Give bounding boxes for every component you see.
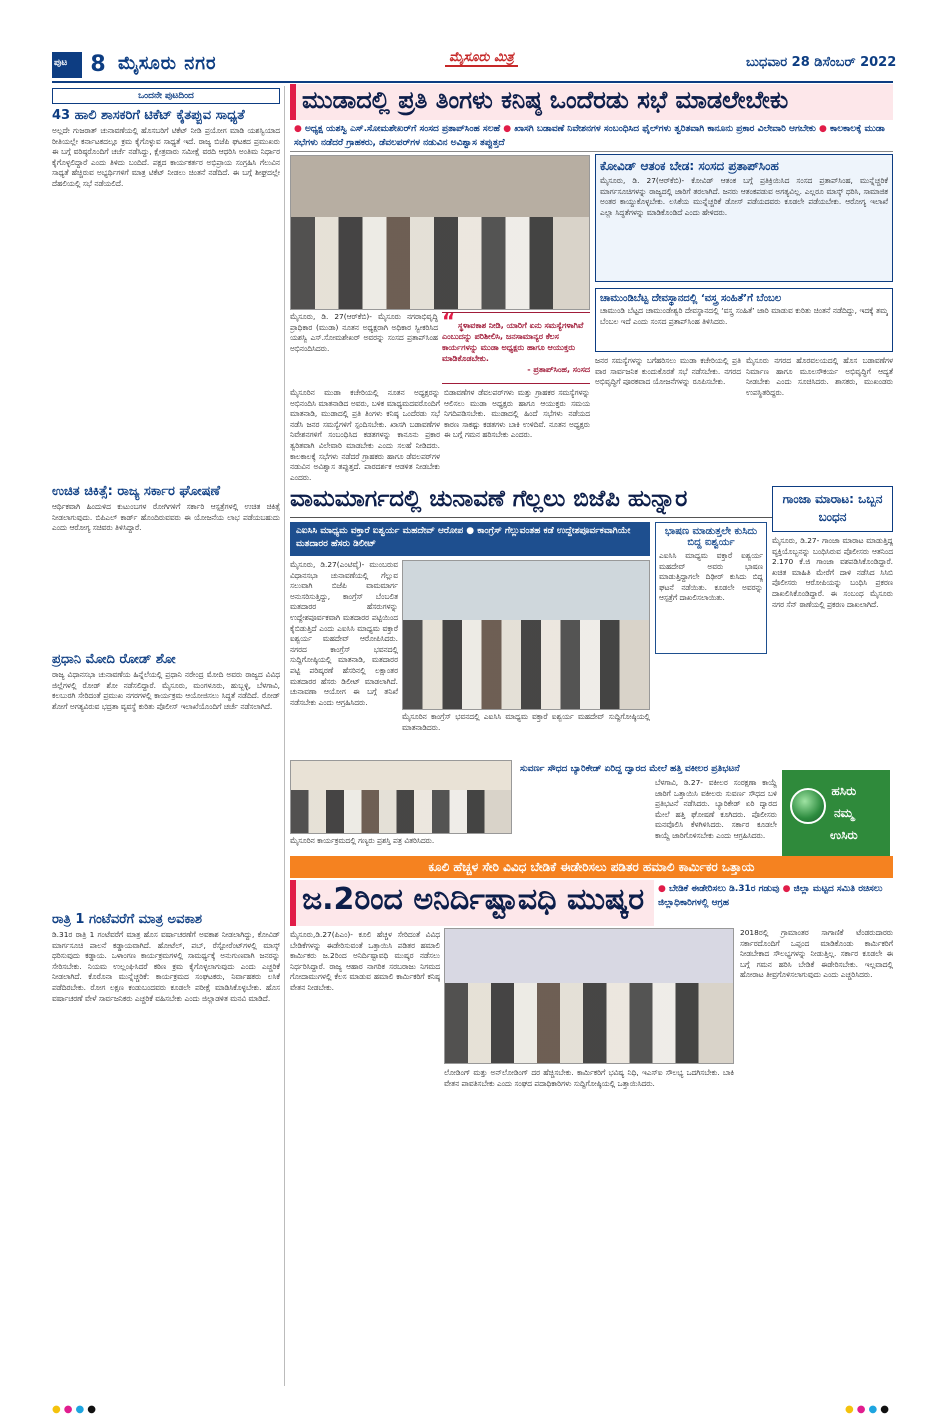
vidhana-story bbox=[655, 658, 767, 766]
banner-line-1: ಹಸಿರು bbox=[831, 784, 857, 798]
box-body: ಮೈಸೂರು, ಡಿ. 27(ಆರ್‌ಕೆಬಿ)- ಕೋವಿಡ್ ಆತಂಕ ಬಗ್ಗೆ ಪ್ರತಿಕ್ರಿಯಿಸಿದ ಸಂಸದ ಪ್ರತಾಪ್‌ಸಿಂಹ, ಮುನ್ನೆಚ್ಚರಿಕೆ ಮಾರ್ಗಸೂಚಿಗಳನ್ನು ರಾಜ್ಯದಲ್ಲಿ ಜಾರಿಗೆ ತರಲಾಗಿದೆ. ಜನರು ಆತಂಕಪಡುವ ಅಗತ್ಯವಿಲ್ಲ. ಎಲ್ಲರೂ ಮಾಸ್ಕ್ ಧರಿಸಿ, ಸಾಮಾಜಿಕ ಅಂತರ ಕಾಯ್ದುಕೊಳ್ಳಬೇಕು. ಲಸಿಕೆಯ ಮುನ್ನೆಚ್ಚರಿಕೆ ಡೋಸ್ ಪಡೆಯದವರು ಕೂಡಲೇ ಪಡೆಯಬೇಕು. ಆರೋಗ್ಯ ಇಲಾಖೆ ಎಲ್ಲಾ ಸಿದ್ಧತೆಗಳನ್ನು ಮಾಡಿಕೊಂಡಿದೆ ಎಂದು ಹೇಳಿದರು. bbox=[600, 176, 888, 217]
column-divider bbox=[284, 86, 285, 1386]
story2-body: ಮೈಸೂರು, ಡಿ.27(ಎಂಟಿವೈ)- ಮುಂಬರುವ ವಿಧಾನಸಭಾ ಚುನಾವಣೆಯಲ್ಲಿ ಗೆಲ್ಲುವ ಸಲುವಾಗಿ ಬಿಜೆಪಿ ವಾಮಮಾರ್ಗ ಅನುಸರಿಸುತ್ತಿದ್ದು, ಕಾಂಗ್ರೆಸ್ ಬೆಂಬಲಿತ ಮತದಾರರ ಹೆಸರುಗಳನ್ನು ಉದ್ದೇಶಪೂರ್ವಕವಾಗಿ ಮತದಾರರ ಪಟ್ಟಿಯಿಂದ ಕೈಬಿಡುತ್ತಿದೆ ಎಂದು ಎಐಸಿಸಿ ಮಾಧ್ಯಮ ವಕ್ತಾರೆ ಐಶ್ವರ್ಯ ಮಹದೇವ್ ಆರೋಪಿಸಿದರು. ನಗರದ ಕಾಂಗ್ರೆಸ್ ಭವನದಲ್ಲಿ ಸುದ್ದಿಗೋಷ್ಠಿಯಲ್ಲಿ ಮಾತನಾಡಿ, ಮತದಾರರ ಪಟ್ಟಿ ಪರಿಷ್ಕರಣೆ ಹೆಸರಿನಲ್ಲಿ ಲಕ್ಷಾಂತರ ಮತದಾರರ ಹೆಸರು ಡಿಲೀಟ್ ಮಾಡಲಾಗಿದೆ. ಚುನಾವಣಾ ಆಯೋಗ ಈ ಬಗ್ಗೆ ತನಿಖೆ ನಡೆಸಬೇಕು ಎಂದು ಆಗ್ರಹಿಸಿದರು. bbox=[290, 560, 398, 707]
bottom-body-col1: ಮೈಸೂರು,ಡಿ.27(ಪಿಎಂ)- ಕೂಲಿ ಹೆಚ್ಚಳ ಸೇರಿದಂತೆ ವಿವಿಧ ಬೇಡಿಕೆಗಳನ್ನು ಈಡೇರಿಸುವಂತೆ ಒತ್ತಾಯಿಸಿ ಪಡಿತರ ಹಮಾಲಿ ಕಾರ್ಮಿಕರು ಜ.2ರಿಂದ ಅನಿರ್ದಿಷ್ಟಾವಧಿ ಮುಷ್ಕರ ನಡೆಸಲು ನಿರ್ಧರಿಸಿದ್ದಾರೆ. ರಾಜ್ಯ ಆಹಾರ ನಾಗರಿಕ ಸರಬರಾಜು ನಿಗಮದ ಗೋದಾಮುಗಳಲ್ಲಿ ಕೆಲಸ ಮಾಡುವ ಹಮಾಲಿ ಕಾರ್ಮಿಕರಿಗೆ ಕನಿಷ್ಠ ವೇತನ ನೀಡಬೇಕು. bbox=[290, 930, 440, 992]
vidhana-caption: ಮೈಸೂರಿನ ಕಾರ್ಯಕ್ರಮದಲ್ಲಿ ಗಣ್ಯರು ಪ್ರಶಸ್ತಿ ಪತ್ರ ವಿತರಿಸಿದರು. bbox=[290, 836, 435, 845]
banner-line-2: ನಮ್ಮ bbox=[833, 806, 854, 820]
covid-box bbox=[595, 154, 893, 282]
page-number: 8 bbox=[90, 52, 106, 77]
left-story-3 bbox=[52, 652, 280, 912]
bottom-subheads: ● ಬೇಡಿಕೆ ಈಡೇರಿಸಲು ಡಿ.31ರ ಗಡುವು ● ಜಿಲ್ಲಾ ಮಟ್ಟದ ಸಮಿತಿ ರಚಿಸಲು ಜಿಲ್ಲಾಧಿಕಾರಿಗಳಲ್ಲಿ ಆಗ್ರಹ bbox=[658, 884, 883, 908]
box-title: ಚಾಮುಂಡಿಬೆಟ್ಟ ದೇವಸ್ಥಾನದಲ್ಲಿ ‘ವಸ್ತ್ರ ಸಂಹಿತೆ’ಗೆ ಬೆಂಬಲ bbox=[600, 293, 782, 304]
ganja-body: ಮೈಸೂರು, ಡಿ.27- ಗಾಂಜಾ ಮಾರಾಟ ಮಾಡುತ್ತಿದ್ದ ವ್ಯಕ್ತಿಯೊಬ್ಬನನ್ನು ಬಂಧಿಸಿರುವ ಪೊಲೀಸರು ಆತನಿಂದ 2.170 ಕೆ.ಜಿ ಗಾಂಜಾ ವಶಪಡಿಸಿಕೊಂಡಿದ್ದಾರೆ. ಖಚಿತ ಮಾಹಿತಿ ಮೇರೆಗೆ ದಾಳಿ ನಡೆಸಿದ ಸಿಸಿಬಿ ಪೊಲೀಸರು ಆರೋಪಿಯನ್ನು ಬಂಧಿಸಿ ಪ್ರಕರಣ ದಾಖಲಿಸಿಕೊಂಡಿದ್ದಾರೆ. ಈ ಸಂಬಂಧ ಮೈಸೂರು ನಗರ ಸೆನ್ ಠಾಣೆಯಲ್ಲಿ ಪ್ರಕರಣ ದಾಖಲಾಗಿದೆ. bbox=[772, 536, 893, 609]
story2-subhead: ಎಐಸಿಸಿ ಮಾಧ್ಯಮ ವಕ್ತಾರೆ ಐಶ್ವರ್ಯ ಮಹದೇವ್ ಆರೋಪ ● ಕಾಂಗ್ರೆಸ್ ಗೆಲ್ಲುವಂತಹ ಕಡೆ ಉದ್ದೇಶಪೂರ್ವಕವಾಗಿಯೇ ಮತದಾರರ ಹೆಸರು ಡಿಲೀಟ್ bbox=[290, 522, 650, 556]
dateline: ಬುಧವಾರ 28 ಡಿಸೆಂಬರ್ 2022 bbox=[746, 55, 897, 70]
subhead-2: ಖಾಸಗಿ ಬಡಾವಣೆ ನಿವೇಶನಗಳ ಸಂಬಂಧಿಸಿದ ಫೈಲ್‌ಗಳು ತ್ವರಿತವಾಗಿ ಕಾನೂನು ಪ್ರಕಾರ ವಿಲೇವಾರಿ ಆಗಬೇಕು bbox=[514, 124, 816, 134]
bottom-body-col2: ಲೋಡಿಂಗ್ ಮತ್ತು ಅನ್‌ಲೋಡಿಂಗ್ ದರ ಹೆಚ್ಚಿಸಬೇಕು. ಕಾರ್ಮಿಕರಿಗೆ ಭವಿಷ್ಯ ನಿಧಿ, ಇಎಸ್‌ಐ ಸೌಲಭ್ಯ ಒದಗಿಸಬೇಕು. ಬಾಕಿ ವೇತನ ಪಾವತಿಸಬೇಕು ಎಂದು ಸಂಘದ ಪದಾಧಿಕಾರಿಗಳು ಸುದ್ದಿಗೋಷ್ಠಿಯಲ್ಲಿ ಒತ್ತಾಯಿಸಿದರು. bbox=[444, 1068, 734, 1088]
story2-photo bbox=[402, 560, 650, 710]
bottom-photo bbox=[444, 928, 734, 1064]
quote-text: ಸ್ಥಳಾವಕಾಶ ನೀಡಿ, ಯಾರಿಗೆ ಏನು ಸಮಸ್ಯೆಗಳಾಗಿವೆ ಎಂಬುದನ್ನು ಪರಿಶೀಲಿಸಿ, ಜನಸಾಮಾನ್ಯರ ಕೆಲಸ ಕಾರ್ಯಗಳನ್ನು ಮುಡಾ ಅಧ್ಯಕ್ಷರು ಹಾಗೂ ಆಯುಕ್ತರು ಮಾಡಿಕೊಡಬೇಕು. bbox=[442, 321, 584, 363]
bottom-headline: ಜ.2ರಿಂದ ಅನಿರ್ದಿಷ್ಟಾವಧಿ ಮುಷ್ಕರ bbox=[290, 880, 654, 926]
section-title: ಮೈಸೂರು ನಗರ bbox=[118, 53, 217, 74]
bottom-body-col3: 2018ರಲ್ಲಿ ಗ್ರಾಮಾಂತರ ಸಾಗಾಣಿಕೆ ಟೆಂಡರುದಾರರು ಸರ್ಕಾರದೊಂದಿಗೆ ಒಪ್ಪಂದ ಮಾಡಿಕೊಂಡು ಕಾರ್ಮಿಕರಿಗೆ ನೀಡಬೇಕಾದ ಸೌಲಭ್ಯಗಳನ್ನು ನೀಡುತ್ತಿಲ್ಲ. ಸರ್ಕಾರ ಕೂಡಲೇ ಈ ಬಗ್ಗೆ ಗಮನ ಹರಿಸಿ ಬೇಡಿಕೆ ಈಡೇರಿಸಬೇಕು. ಇಲ್ಲವಾದಲ್ಲಿ ಹೋರಾಟ ತೀವ್ರಗೊಳಿಸಲಾಗುವುದು ಎಂದು ಎಚ್ಚರಿಸಿದರು. bbox=[740, 928, 893, 980]
story-headline: 43 ಹಾಲಿ ಶಾಸಕರಿಗೆ ಟಿಕೆಟ್ ಕೈತಪ್ಪುವ ಸಾಧ್ಯತೆ bbox=[52, 108, 245, 123]
ganja-headline: ಗಾಂಜಾ ಮಾರಾಟ: ಒಬ್ಬನ ಬಂಧನ bbox=[772, 486, 893, 532]
vidhana-photo bbox=[290, 760, 512, 834]
registration-marks: ●●●● bbox=[52, 1404, 99, 1415]
top-rule bbox=[52, 81, 893, 83]
story-body: ಅಲ್ಲದೇ ಗುಜರಾತ್ ಚುನಾವಣೆಯಲ್ಲಿ ಹೊಸಬರಿಗೆ ಟಿಕೆಟ್ ನೀಡಿ ಪ್ರಯೋಗ ಮಾಡಿ ಯಶಸ್ವಿಯಾದ ರೀತಿಯಲ್ಲೇ ಕರ್ನಾಟಕದಲ್ಲೂ ಕ್ರಮ ಕೈಗೊಳ್ಳುವ ಸಾಧ್ಯತೆ ಇದೆ. ರಾಜ್ಯ ಬಿಜೆಪಿ ಘಟಕದ ಪ್ರಮುಖರು ಈ ಬಗ್ಗೆ ವರಿಷ್ಠರೊಂದಿಗೆ ಚರ್ಚೆ ನಡೆಸಿದ್ದು, ಕ್ಷೇತ್ರವಾರು ಸಮೀಕ್ಷೆ ವರದಿ ಆಧರಿಸಿ ಅಂತಿಮ ನಿರ್ಧಾರ ಕೈಗೊಳ್ಳಲಿದ್ದಾರೆ ಎಂದು ತಿಳಿದು ಬಂದಿದೆ. ಪಕ್ಷದ ಕಾರ್ಯಕರ್ತರ ಅಭಿಪ್ರಾಯ ಸಂಗ್ರಹಿಸಿ ಗೆಲುವಿನ ಸಾಧ್ಯತೆ ಹೆಚ್ಚಿರುವ ಅಭ್ಯರ್ಥಿಗಳಿಗೆ ಮಾತ್ರ ಟಿಕೆಟ್ ನೀಡಲು ಚಿಂತನೆ ನಡೆದಿದೆ. ಈ ಬಗ್ಗೆ ಶೀಘ್ರದಲ್ಲೇ ದೆಹಲಿಯಲ್ಲಿ ಸಭೆ ನಡೆಯಲಿದೆ. bbox=[52, 126, 280, 188]
vidhana-headline: ಸುವರ್ಣ ಸೌಧದ ಬ್ಯಾರಿಕೇಡ್ ಏರಿದ್ದ ದ್ವಾರದ ಮೇಲೆ ಹತ್ತಿ ವಕೀಲರ ಪ್ರತಿಭಟನೆ bbox=[520, 764, 740, 774]
story-headline: ಪ್ರಧಾನಿ ಮೋದಿ ರೋಡ್ ಶೋ bbox=[52, 652, 176, 667]
subhead-1: ಬೇಡಿಕೆ ಈಡೇರಿಸಲು ಡಿ.31ರ ಗಡುವು bbox=[669, 884, 780, 894]
box-title: ಕೋವಿಡ್ ಆತಂಕ ಬೇಡ: ಸಂಸದ ಪ್ರತಾಪ್‌ಸಿಂಹ bbox=[600, 159, 779, 173]
bottom-strip: ಕೂಲಿ ಹೆಚ್ಚಳ ಸೇರಿ ವಿವಿಧ ಬೇಡಿಕೆ ಈಡೇರಿಸಲು ಪಡಿತರ ಹಮಾಲಿ ಕಾರ್ಮಿಕರ ಒತ್ತಾಯ bbox=[290, 856, 893, 878]
story-headline: ರಾತ್ರಿ 1 ಗಂಟೆವರೆಗೆ ಮಾತ್ರ ಅವಕಾಶ bbox=[52, 912, 203, 927]
story-body: ರಾಜ್ಯ ವಿಧಾನಸಭಾ ಚುನಾವಣೆಯ ಹಿನ್ನೆಲೆಯಲ್ಲಿ ಪ್ರಧಾನಿ ನರೇಂದ್ರ ಮೋದಿ ಅವರು ರಾಜ್ಯದ ವಿವಿಧ ಜಿಲ್ಲೆಗಳಲ್ಲಿ ರೋಡ್ ಶೋ ನಡೆಸಲಿದ್ದಾರೆ. ಮೈಸೂರು, ಮಂಗಳೂರು, ಹುಬ್ಬಳ್ಳಿ, ಬೆಳಗಾವಿ, ಕಲಬುರಗಿ ಸೇರಿದಂತೆ ಪ್ರಮುಖ ನಗರಗಳಲ್ಲಿ ಕಾರ್ಯಕ್ರಮ ಆಯೋಜಿಸಲು ಸಿದ್ಧತೆ ನಡೆದಿದೆ. ರೋಡ್ ಶೋಗೆ ಅಗತ್ಯವಿರುವ ಭದ್ರತಾ ವ್ಯವಸ್ಥೆ ಕುರಿತು ಪೊಲೀಸ್ ಇಲಾಖೆಯೊಂದಿಗೆ ಚರ್ಚೆ ನಡೆಸಲಾಗಿದೆ. bbox=[52, 670, 280, 711]
quote-attribution: - ಪ್ರತಾಪ್‌ಸಿಂಹ, ಸಂಸದ bbox=[527, 365, 590, 374]
left-story-4 bbox=[52, 912, 280, 1402]
subhead-3: ಕಾಲಕಾಲಕ್ಕೆ ಮುಡಾ ಸಭೆಗಳು ನಡೆದರೆ ಗ್ರಾಹಕರು, ಡೆವಲಪರ್‌ಗಳ ನಡುವಿನ ಅವಿಶ್ವಾಸ ತಪ್ಪುತ್ತದೆ bbox=[294, 124, 885, 148]
vidhana-body: ಬೆಳಗಾವಿ, ಡಿ.27- ವಕೀಲರ ಸಂರಕ್ಷಣಾ ಕಾಯ್ದೆ ಜಾರಿಗೆ ಒತ್ತಾಯಿಸಿ ವಕೀಲರು ಸುವರ್ಣ ಸೌಧದ ಬಳಿ ಪ್ರತಿಭಟನೆ ನಡೆಸಿದರು. ಬ್ಯಾರಿಕೇಡ್ ಏರಿ ದ್ವಾರದ ಮೇಲೆ ಹತ್ತಿ ಘೋಷಣೆ ಕೂಗಿದರು. ಪೊಲೀಸರು ಮನವೊಲಿಸಿ ಕೆಳಗಿಳಿಸಿದರು. ಸರ್ಕಾರ ಕೂಡಲೇ ಕಾಯ್ದೆ ಜಾರಿಗೊಳಿಸಬೇಕು ಎಂದು ಆಗ್ರಹಿಸಿದರು. bbox=[655, 778, 777, 840]
sidebar-body: ಎಐಸಿಸಿ ಮಾಧ್ಯಮ ವಕ್ತಾರೆ ಐಶ್ವರ್ಯ ಮಹದೇವ್ ಅವರು ಭಾಷಣ ಮಾಡುತ್ತಿದ್ದಾಗಲೇ ದಿಢೀರ್ ಕುಸಿದು ಬಿದ್ದ ಘಟನೆ ನಡೆಯಿತು. ಕೂಡಲೇ ಅವರನ್ನು ಆಸ್ಪತ್ರೆಗೆ ದಾಖಲಿಸಲಾಯಿತು. bbox=[659, 551, 763, 603]
left-story-2 bbox=[52, 484, 280, 654]
banner-line-3: ಉಸಿರು bbox=[830, 828, 858, 842]
main-photo bbox=[290, 155, 590, 310]
left-story-1 bbox=[52, 108, 280, 494]
story2-headline: ವಾಮಮಾರ್ಗದಲ್ಲಿ ಚುನಾವಣೆ ಗೆಲ್ಲಲು ಬಿಜೆಪಿ ಹುನ್ನಾರ bbox=[290, 486, 772, 518]
green-banner bbox=[782, 770, 890, 856]
box-body: ಚಾಮುಂಡಿ ಬೆಟ್ಟದ ಚಾಮುಂಡೇಶ್ವರಿ ದೇವಸ್ಥಾನದಲ್ಲಿ ‘ವಸ್ತ್ರ ಸಂಹಿತೆ’ ಜಾರಿ ಮಾಡುವ ಕುರಿತು ಚಿಂತನೆ ನಡೆದಿದ್ದು, ಇದಕ್ಕೆ ತಮ್ಮ ಬೆಂಬಲ ಇದೆ ಎಂದು ಸಂಸದ ಪ್ರತಾಪ್‌ಸಿಂಹ ತಿಳಿಸಿದರು. bbox=[600, 306, 888, 326]
pull-quote bbox=[442, 309, 590, 384]
main-body-col4: ಮೈಸೂರು ನಗರದ ಹೊರವಲಯದಲ್ಲಿ ಹೊಸ ಬಡಾವಣೆಗಳ ನಿರ್ಮಾಣ ಹಾಗೂ ಮೂಲಸೌಕರ್ಯ ಅಭಿವೃದ್ಧಿಗೆ ಆದ್ಯತೆ ನೀಡಬೇಕು ಎಂದು ಸೂಚಿಸಿದರು. ಶಾಸಕರು, ಮುಖಂಡರು ಉಪಸ್ಥಿತರಿದ್ದರು. bbox=[746, 356, 893, 397]
main-photo-caption: ಮೈಸೂರು, ಡಿ. 27(ಆರ್‌ಕೆಬಿ)- ಮೈಸೂರು ನಗರಾಭಿವೃದ್ಧಿ ಪ್ರಾಧಿಕಾರ (ಮುಡಾ) ನೂತನ ಅಧ್ಯಕ್ಷರಾಗಿ ಅಧಿಕಾರ ಸ್ವೀಕರಿಸಿದ ಯಶಸ್ವಿ ಎಸ್.ಸೋಮಶೇಖರ್ ಅವರನ್ನು ಸಂಸದ ಪ್ರತಾಪ್‌ಸಿಂಹ ಅಭಿನಂದಿಸಿದರು. bbox=[290, 312, 438, 353]
story-body: ಡಿ.31ರ ರಾತ್ರಿ 1 ಗಂಟೆವರೆಗೆ ಮಾತ್ರ ಹೊಸ ವರ್ಷಾಚರಣೆಗೆ ಅವಕಾಶ ನೀಡಲಾಗಿದ್ದು, ಕೋವಿಡ್ ಮಾರ್ಗಸೂಚಿ ಪಾಲನೆ ಕಡ್ಡಾಯವಾಗಿದೆ. ಹೋಟೆಲ್, ಪಬ್, ರೆಸ್ಟೋರೆಂಟ್‌ಗಳಲ್ಲಿ ಮಾಸ್ಕ್ ಧರಿಸುವುದು ಕಡ್ಡಾಯ. ಒಳಾಂಗಣ ಕಾರ್ಯಕ್ರಮಗಳಲ್ಲಿ ಸಾಮರ್ಥ್ಯಕ್ಕೆ ಅನುಗುಣವಾಗಿ ಜನರನ್ನು ಸೇರಿಸಬೇಕು. ನಿಯಮ ಉಲ್ಲಂಘಿಸಿದರೆ ಕಠಿಣ ಕ್ರಮ ಕೈಗೊಳ್ಳಲಾಗುವುದು ಎಂದು ಎಚ್ಚರಿಕೆ ನೀಡಲಾಗಿದೆ. ಕೊರೊನಾ ಮುನ್ನೆಚ್ಚರಿಕೆ: ಕಾರ್ಯಕ್ರಮದ ಸಂಘಟಕರು, ನಿರ್ವಾಹಕರು ಲಸಿಕೆ ಪಡೆದಿರಬೇಕು. ರೋಗ ಲಕ್ಷಣ ಕಂಡುಬಂದವರು ಕೂಡಲೇ ಪರೀಕ್ಷೆ ಮಾಡಿಸಿಕೊಳ್ಳಬೇಕು. ಹೊಸ ವರ್ಷಾಚರಣೆ ವೇಳೆ ಸಾರ್ವಜನಿಕರು ಎಚ್ಚರಿಕೆ ವಹಿಸಬೇಕು ಎಂದು ಜಿಲ್ಲಾಡಳಿತ ಮನವಿ ಮಾಡಿದೆ. bbox=[52, 930, 280, 1003]
main-body-col2: ಬಿಡಾವಣೆಗಳ ಡೆವಲಪರ್‌ಗಳು ಮತ್ತು ಗ್ರಾಹಕರ ಸಮಸ್ಯೆಗಳನ್ನು ಆಲಿಸಲು ಮುಡಾ ಅಧ್ಯಕ್ಷರು ಹಾಗೂ ಆಯುಕ್ತರು ಸಮಯ ನಿಗದಿಪಡಿಸಬೇಕು. ಮುಡಾದಲ್ಲಿ ಹಿಂದೆ ಸಭೆಗಳು ನಡೆಯದ ಕಾರಣ ಸಾಕಷ್ಟು ಕಡತಗಳು ಬಾಕಿ ಉಳಿದಿವೆ. ನೂತನ ಅಧ್ಯಕ್ಷರು ಈ ಬಗ್ಗೆ ಗಮನ ಹರಿಸಬೇಕು ಎಂದರು. bbox=[444, 388, 590, 440]
story2-caption: ಮೈಸೂರಿನ ಕಾಂಗ್ರೆಸ್ ಭವನದಲ್ಲಿ ಎಐಸಿಸಿ ಮಾಧ್ಯಮ ವಕ್ತಾರೆ ಐಶ್ವರ್ಯ ಮಹದೇವ್ ಸುದ್ದಿಗೋಷ್ಠಿಯಲ್ಲಿ ಮಾತನಾಡಿದರು. bbox=[402, 712, 650, 732]
quote-mark-icon: “ bbox=[442, 309, 456, 333]
main-headline: ಮುಡಾದಲ್ಲಿ ಪ್ರತಿ ತಿಂಗಳು ಕನಿಷ್ಠ ಒಂದೆರಡು ಸಭೆ ಮಾಡಲೇಬೇಕು bbox=[290, 84, 893, 120]
story-body: ಆರ್ಥಿಕವಾಗಿ ಹಿಂದುಳಿದ ಕುಟುಂಬಗಳ ರೋಗಿಗಳಿಗೆ ಸರ್ಕಾರಿ ಆಸ್ಪತ್ರೆಗಳಲ್ಲಿ ಉಚಿತ ಚಿಕಿತ್ಸೆ ನೀಡಲಾಗುವುದು. ಬಿಪಿಎಲ್ ಕಾರ್ಡ್ ಹೊಂದಿರುವವರು ಈ ಯೋಜನೆಯ ಲಾಭ ಪಡೆಯಬಹುದು ಎಂದು ಆರೋಗ್ಯ ಸಚಿವರು ತಿಳಿಸಿದ್ದಾರೆ. bbox=[52, 502, 280, 533]
registration-marks: ●●●● bbox=[845, 1404, 892, 1415]
globe-icon bbox=[790, 788, 826, 824]
sidebar-title: ಭಾಷಣ ಮಾಡುತ್ತಲೇ ಕುಸಿದು ಬಿದ್ದ ಐಶ್ವರ್ಯ bbox=[664, 526, 758, 548]
story-headline: ಉಚಿತ ಚಿಕಿತ್ಸೆ: ರಾಜ್ಯ ಸರ್ಕಾರ ಘೋಷಣೆ bbox=[52, 484, 221, 499]
chamundi-box bbox=[595, 288, 893, 352]
story2-sidebar bbox=[655, 522, 767, 654]
page-tag: ಪುಟ bbox=[52, 52, 82, 78]
subhead-2: ಜಿಲ್ಲಾ ಮಟ್ಟದ ಸಮಿತಿ ರಚಿಸಲು ಜಿಲ್ಲಾಧಿಕಾರಿಗಳಲ್ಲಿ ಆಗ್ರಹ bbox=[658, 884, 883, 908]
subhead-1: ಅಧ್ಯಕ್ಷ ಯಶಸ್ವಿ ಎಸ್.ಸೋಮಶೇಖರ್‌ಗೆ ಸಂಸದ ಪ್ರತಾಪ್‌ಸಿಂಹ ಸಲಹೆ bbox=[305, 124, 501, 134]
continued-kicker: ಒಂದನೇ ಪುಟದಿಂದ bbox=[52, 88, 280, 104]
brand-logo: ಮೈಸೂರು ಮಿತ್ರ bbox=[445, 50, 518, 67]
main-body-col3: ಜನರ ಸಮಸ್ಯೆಗಳನ್ನು ಬಗೆಹರಿಸಲು ಮುಡಾ ಕಚೇರಿಯಲ್ಲಿ ಪ್ರತಿ ವಾರ ಸಾರ್ವಜನಿಕ ಕುಂದುಕೊರತೆ ಸಭೆ ನಡೆಸಬೇಕು. ನಗರದ ಅಭಿವೃದ್ಧಿಗೆ ಪೂರಕವಾದ ಯೋಜನೆಗಳನ್ನು ರೂಪಿಸಬೇಕು. bbox=[595, 356, 741, 387]
main-subheads: ● ಅಧ್ಯಕ್ಷ ಯಶಸ್ವಿ ಎಸ್.ಸೋಮಶೇಖರ್‌ಗೆ ಸಂಸದ ಪ್ರತಾಪ್‌ಸಿಂಹ ಸಲಹೆ ● ಖಾಸಗಿ ಬಡಾವಣೆ ನಿವೇಶನಗಳ ಸಂಬಂಧಿಸಿದ ಫೈಲ್‌ಗಳು ತ್ವರಿತವಾಗಿ ಕಾನೂನು ಪ್ರಕಾರ ವಿಲೇವಾರಿ ಆಗಬೇಕು ● ಕಾಲಕಾಲಕ್ಕೆ ಮುಡಾ ಸಭೆಗಳು ನಡೆದರೆ ಗ್ರಾಹಕರು, ಡೆವಲಪರ್‌ಗಳ ನಡುವಿನ ಅವಿಶ್ವಾಸ ತಪ್ಪುತ್ತದೆ bbox=[290, 120, 893, 152]
main-body-col1: ಮೈಸೂರಿನ ಮುಡಾ ಕಚೇರಿಯಲ್ಲಿ ನೂತನ ಅಧ್ಯಕ್ಷರನ್ನು ಅಭಿನಂದಿಸಿ ಮಾತನಾಡಿದ ಅವರು, ಬಳಿಕ ಮಾಧ್ಯಮದವರೊಂದಿಗೆ ಮಾತನಾಡಿ, ಮುಡಾದಲ್ಲಿ ಪ್ರತಿ ತಿಂಗಳು ಕನಿಷ್ಠ ಒಂದೆರಡು ಸಭೆ ನಡೆಸಿ ಜನರ ಸಮಸ್ಯೆಗಳಿಗೆ ಸ್ಪಂದಿಸಬೇಕು. ಖಾಸಗಿ ಬಡಾವಣೆಗಳ ನಿವೇಶನಗಳಿಗೆ ಸಂಬಂಧಿಸಿದ ಕಡತಗಳನ್ನು ಕಾನೂನು ಪ್ರಕಾರ ತ್ವರಿತವಾಗಿ ವಿಲೇವಾರಿ ಮಾಡಬೇಕು ಎಂದು ಸಲಹೆ ನೀಡಿದರು. ಕಾಲಕಾಲಕ್ಕೆ ಸಭೆಗಳು ನಡೆದರೆ ಗ್ರಾಹಕರು ಹಾಗೂ ಡೆವಲಪರ್‌ಗಳ ನಡುವಿನ ಅವಿಶ್ವಾಸ ತಪ್ಪುತ್ತದೆ. ಪಾರದರ್ಶಕ ಆಡಳಿತ ನೀಡಬೇಕು ಎಂದರು. bbox=[290, 388, 440, 482]
